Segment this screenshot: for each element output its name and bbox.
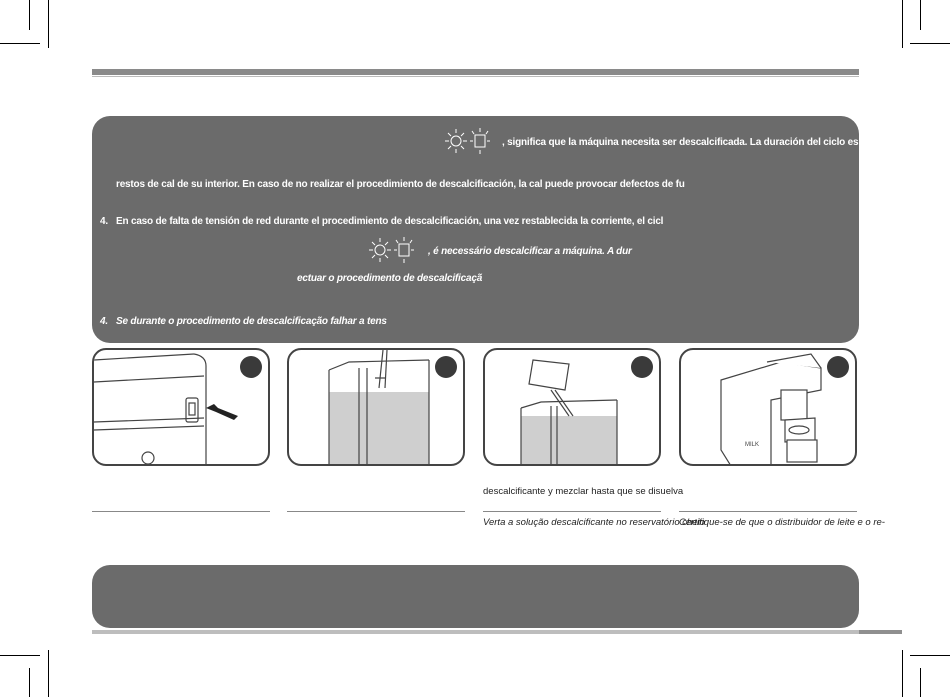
crop-mark bbox=[920, 668, 921, 697]
panel-line-4: , é necessário descalcificar a máquina. A dur bbox=[428, 246, 632, 257]
panel-line-2: restos de cal de su interior. En caso de no realizar el procedimiento de descalcificación, la cal puede provocar defectos de fu bbox=[116, 179, 685, 190]
step-3-caption-es: descalcificante y mezclar hasta que se disuelva bbox=[483, 486, 684, 497]
step-number-badge bbox=[240, 356, 262, 378]
crop-mark bbox=[902, 0, 903, 48]
panel-line-1: , significa que la máquina necesita ser descalcificada. La duración del ciclo es de bbox=[502, 137, 873, 148]
step-3-illustration bbox=[483, 348, 661, 466]
panel-line-5: ectuar o procedimento de descalcificaçã bbox=[297, 273, 483, 284]
panel-list-number: 4. bbox=[100, 216, 108, 227]
panel-list-number: 4. bbox=[100, 316, 108, 327]
crop-mark bbox=[0, 655, 40, 656]
crop-mark bbox=[0, 43, 40, 44]
descaling-led-icon bbox=[442, 126, 498, 156]
caption-rule bbox=[483, 511, 661, 512]
step-2-illustration bbox=[287, 348, 465, 466]
brand-label: MILK bbox=[745, 442, 760, 448]
caption-rule bbox=[92, 511, 270, 512]
caption-rule bbox=[287, 511, 465, 512]
crop-mark bbox=[29, 0, 30, 30]
crop-mark bbox=[48, 0, 49, 48]
step-4-caption-pt: Certifique-se de que o distribuidor de leite e o re- bbox=[679, 517, 885, 528]
descaling-led-icon bbox=[366, 235, 422, 265]
panel-line-6: Se durante o procedimento de descalcificação falhar a tens bbox=[116, 316, 387, 327]
panel-line-3: En caso de falta de tensión de red durante el procedimiento de descalcificación, una vez restablecida la corriente, el cicl bbox=[116, 216, 664, 227]
crop-mark bbox=[29, 668, 30, 697]
caption-rule bbox=[679, 511, 857, 512]
crop-mark bbox=[910, 655, 950, 656]
crop-mark bbox=[902, 650, 903, 697]
note-panel bbox=[92, 565, 859, 628]
footer-rule-dark bbox=[859, 630, 902, 634]
crop-mark bbox=[920, 0, 921, 30]
crop-mark bbox=[910, 43, 950, 44]
footer-rule bbox=[92, 630, 902, 634]
header-rule-thin bbox=[92, 76, 859, 77]
step-4-illustration bbox=[679, 348, 857, 466]
info-panel bbox=[92, 116, 873, 343]
header-rule bbox=[92, 69, 859, 75]
step-3-caption-pt: Verta a solução descalcificante no reservatório cheio bbox=[483, 517, 705, 528]
step-number-badge bbox=[827, 356, 849, 378]
arrow-icon bbox=[206, 404, 238, 420]
crop-mark bbox=[48, 650, 49, 697]
step-number-badge bbox=[435, 356, 457, 378]
step-1-illustration bbox=[92, 348, 270, 466]
step-number-badge bbox=[631, 356, 653, 378]
